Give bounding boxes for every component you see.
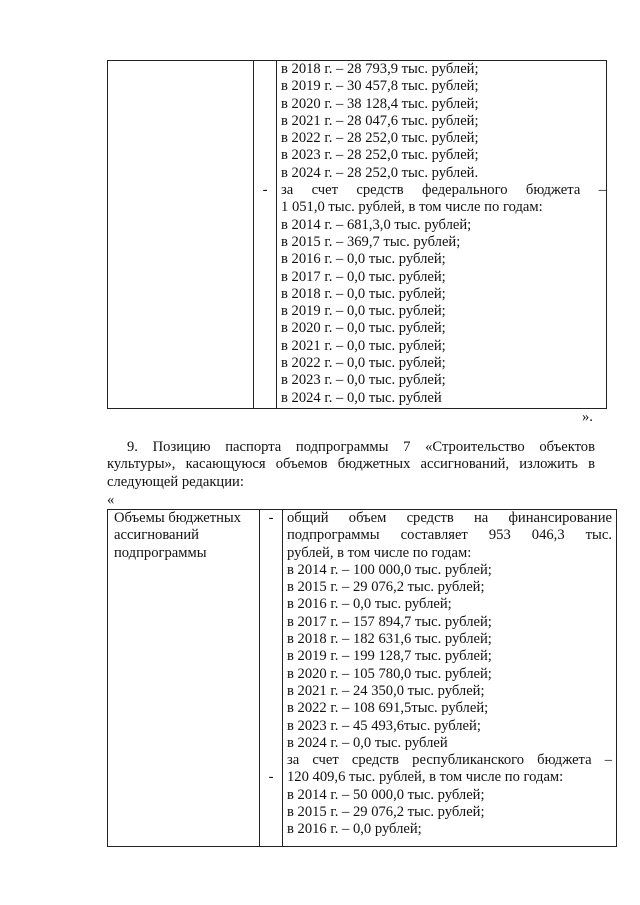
- list-item: в 2022 г. – 28 252,0 тыс. рублей;: [281, 130, 479, 147]
- list-item: в 2016 г. – 0,0 рублей;: [287, 821, 422, 838]
- list-item: в 2016 г. – 0,0 тыс. рублей;: [287, 596, 452, 613]
- list-item: в 2018 г. – 28 793,9 тыс. рублей;: [281, 61, 479, 77]
- list-item: рублей, в том числе по годам:: [287, 544, 472, 561]
- list-item: в 2019 г. – 0,0 тыс. рублей;: [281, 303, 446, 320]
- list-item: в 2021 г. – 24 350,0 тыс. рублей;: [287, 682, 485, 699]
- table-cell-dash: [254, 61, 277, 409]
- table-cell-content: [277, 61, 607, 409]
- list-item: в 2021 г. – 0,0 тыс. рублей;: [281, 337, 446, 354]
- table-cell-dash: [260, 510, 283, 847]
- list-item: подпрограммы составляет 953 046,3 тыс.: [287, 527, 612, 544]
- opening-quote: «: [107, 492, 115, 508]
- list-item: в 2023 г. – 0,0 тыс. рублей;: [281, 372, 446, 389]
- list-item: в 2021 г. – 28 047,6 тыс. рублей;: [281, 112, 479, 129]
- list-item: в 2022 г. – 108 691,5тыс. рублей;: [287, 700, 489, 717]
- list-item: в 2024 г. – 28 252,0 тыс. рублей.: [281, 164, 479, 181]
- list-item: в 2014 г. – 50 000,0 тыс. рублей;: [287, 786, 485, 803]
- list-item: 120 409,6 тыс. рублей, в том числе по годам:: [287, 769, 564, 786]
- amendment-paragraph: [107, 438, 595, 490]
- list-item: в 2019 г. – 199 128,7 тыс. рублей;: [287, 648, 492, 665]
- paragraph-line: 9. Позицию паспорта подпрограммы 7 «Строительство объектов: [127, 439, 595, 455]
- list-item: в 2020 г. – 0,0 тыс. рублей;: [281, 320, 446, 337]
- label-line: ассигнований: [114, 527, 199, 544]
- list-item: в 2024 г. – 0,0 тыс. рублей: [287, 734, 448, 751]
- list-item: в 2020 г. – 105 780,0 тыс. рублей;: [287, 665, 492, 682]
- list-item: в 2017 г. – 157 894,7 тыс. рублей;: [287, 613, 492, 630]
- budget-table-continued: [107, 60, 607, 409]
- table-row: [108, 61, 607, 409]
- list-item: за счет средств федерального бюджета –: [281, 182, 606, 199]
- list-item: в 2018 г. – 182 631,6 тыс. рублей;: [287, 631, 492, 648]
- list-item: в 2015 г. – 29 076,2 тыс. рублей;: [287, 804, 485, 821]
- table-cell-label: [108, 510, 260, 847]
- list-item: в 2023 г. – 28 252,0 тыс. рублей;: [281, 147, 479, 164]
- label-line: Объемы бюджетных: [114, 510, 241, 526]
- list-dash: -: [262, 182, 268, 199]
- list-item: за счет средств республиканского бюджета –: [287, 752, 612, 769]
- list-item: в 2017 г. – 0,0 тыс. рублей;: [281, 268, 446, 285]
- list-item: в 2015 г. – 29 076,2 тыс. рублей;: [287, 579, 485, 596]
- table-cell-label: [108, 61, 254, 409]
- list-dash: -: [268, 769, 274, 786]
- list-item: в 2024 г. – 0,0 тыс. рублей: [281, 389, 442, 406]
- list-item: в 2018 г. – 0,0 тыс. рублей;: [281, 285, 446, 302]
- list-item: общий объем средств на финансирование: [287, 510, 612, 526]
- budget-table-subprogram-7: [107, 509, 617, 847]
- label-line: подпрограммы: [114, 544, 207, 561]
- list-item: в 2016 г. – 0,0 тыс. рублей;: [281, 251, 446, 268]
- list-item: в 2022 г. – 0,0 тыс. рублей;: [281, 355, 446, 372]
- paragraph-line: культуры», касающуюся объемов бюджетных ассигнований, изложить в: [107, 456, 595, 473]
- list-item: в 2020 г. – 38 128,4 тыс. рублей;: [281, 95, 479, 112]
- list-item: в 2014 г. – 681,3,0 тыс. рублей;: [281, 216, 472, 233]
- table-cell-content: [283, 510, 617, 847]
- list-dash: -: [268, 510, 274, 526]
- list-item: в 2023 г. – 45 493,6тыс. рублей;: [287, 717, 481, 734]
- list-item: в 2019 г. – 30 457,8 тыс. рублей;: [281, 78, 479, 95]
- closing-quote: ».: [582, 409, 593, 425]
- table-row: [108, 510, 617, 847]
- list-item: 1 051,0 тыс. рублей, в том числе по годам:: [281, 199, 543, 216]
- list-item: в 2015 г. – 369,7 тыс. рублей;: [281, 233, 461, 250]
- list-item: в 2014 г. – 100 000,0 тыс. рублей;: [287, 561, 492, 578]
- paragraph-line: следующей редакции:: [107, 473, 244, 490]
